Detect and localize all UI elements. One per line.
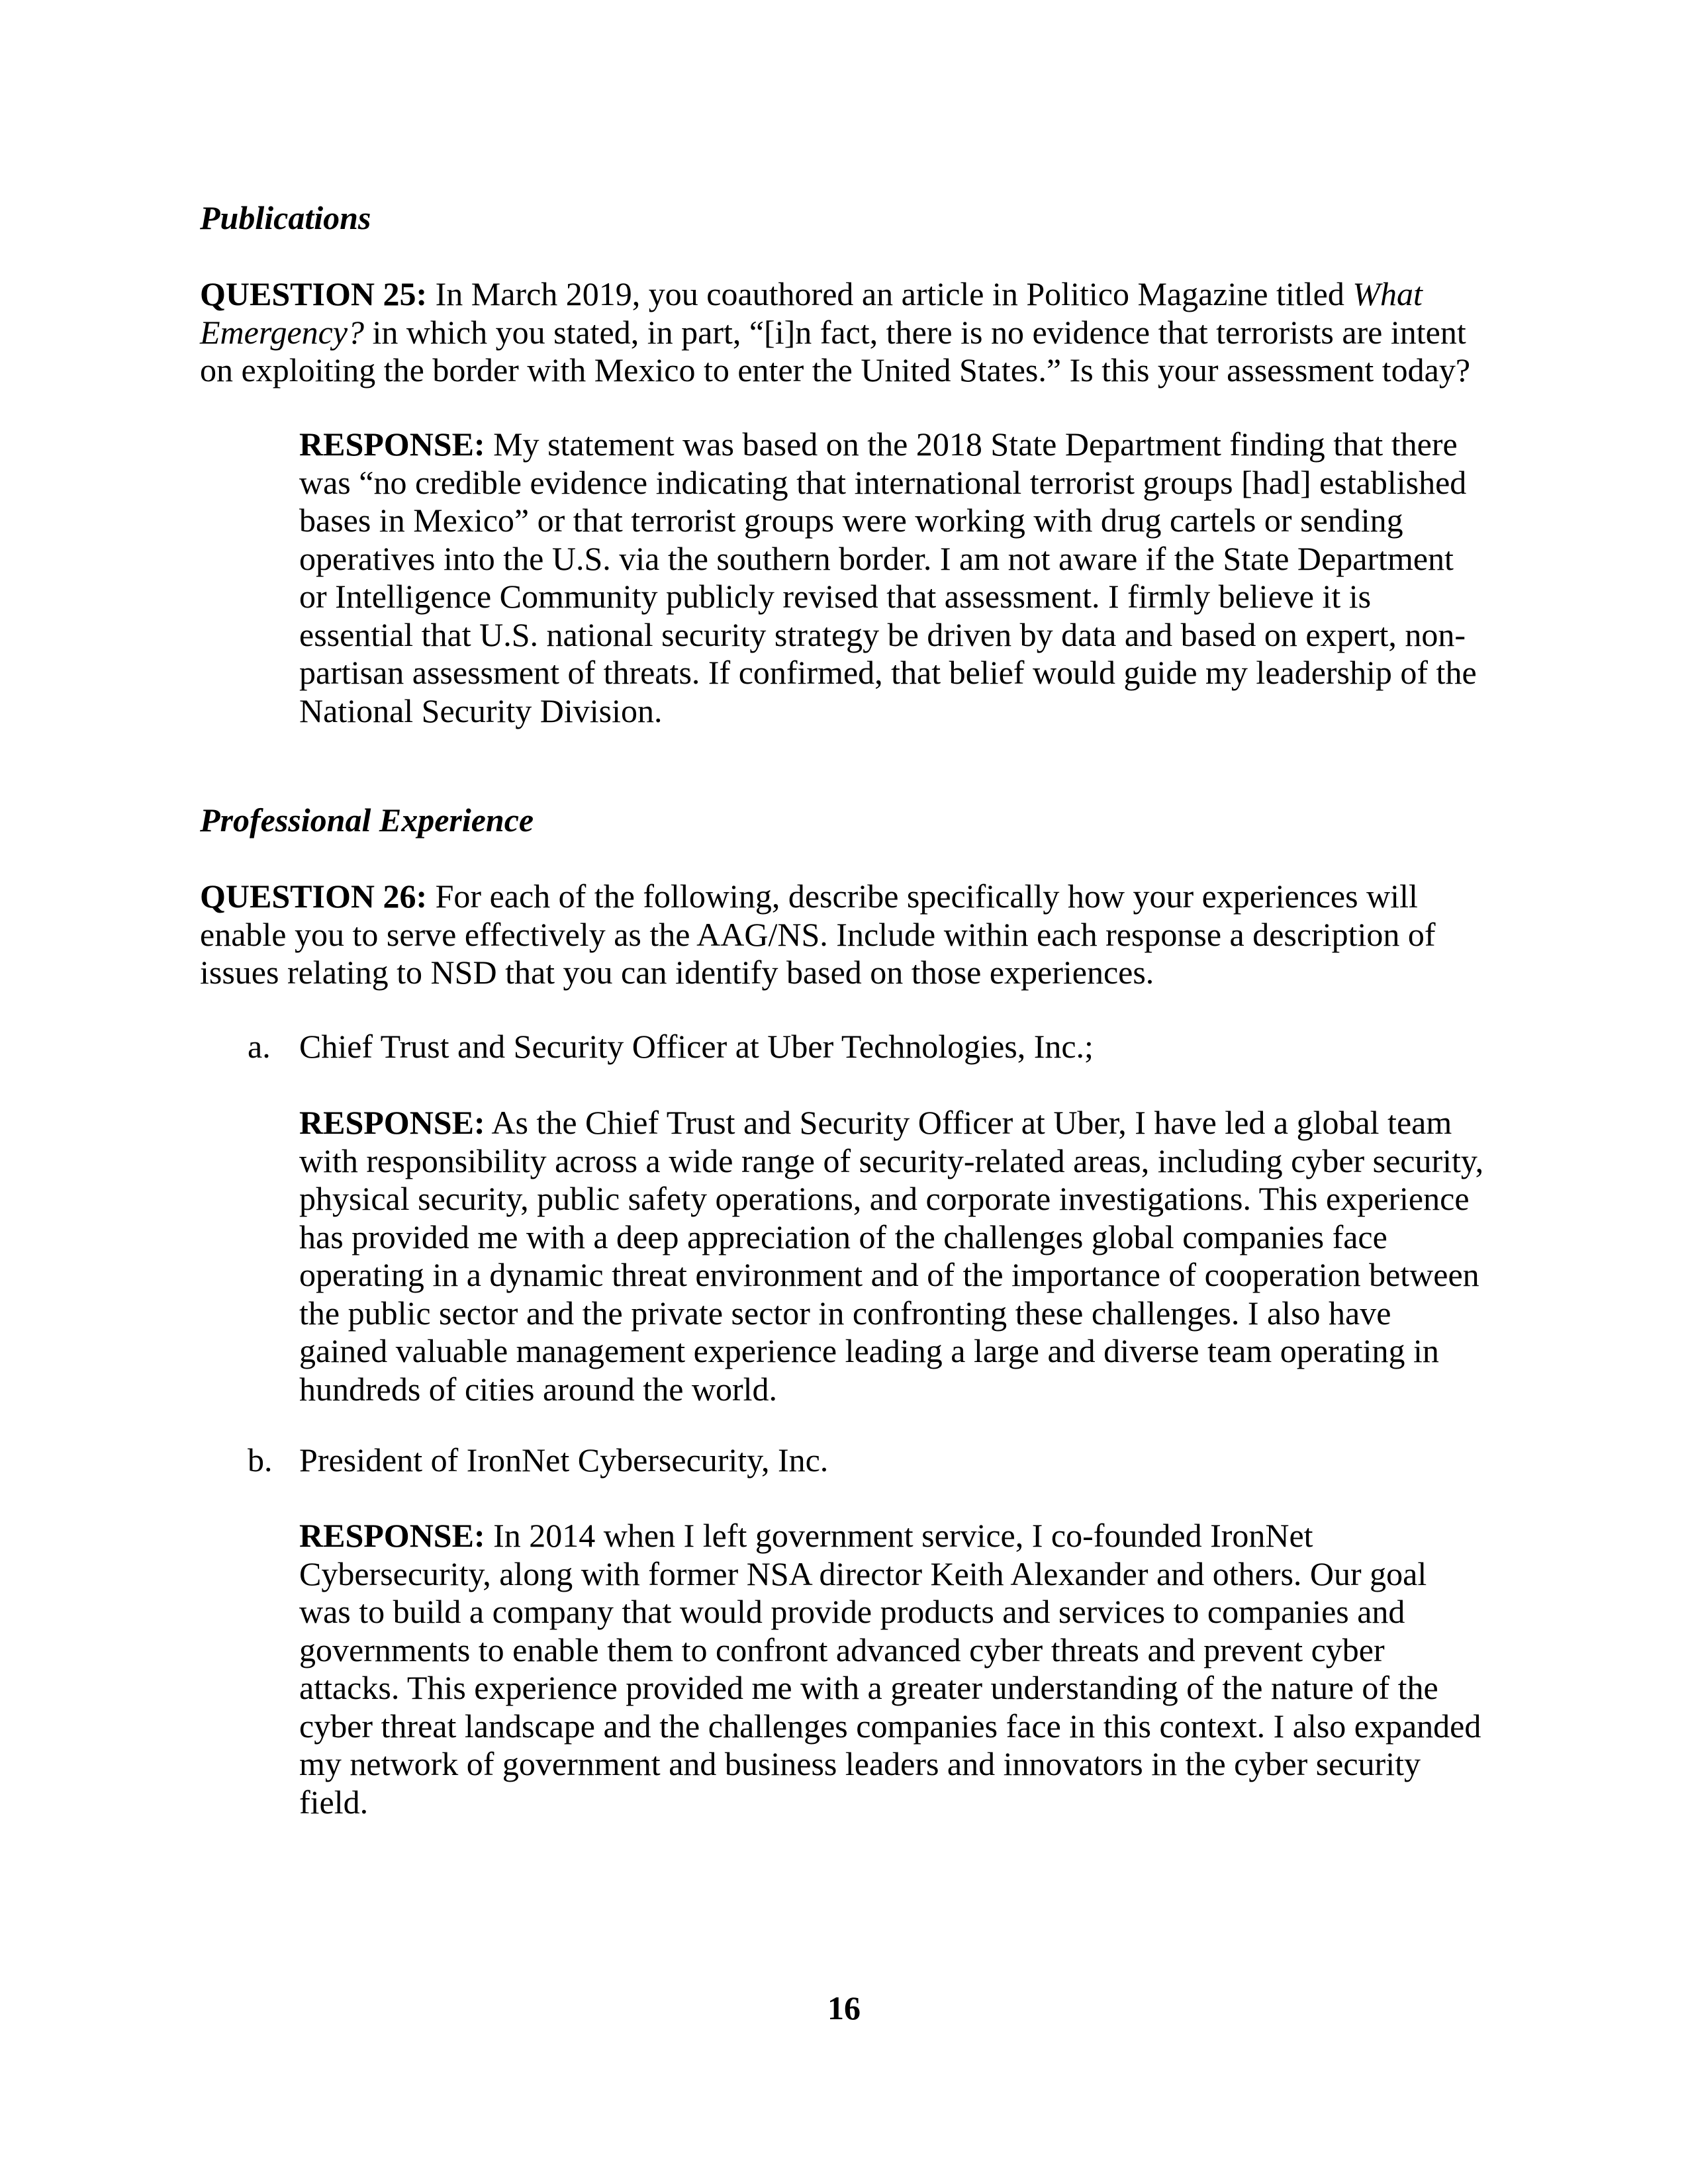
section-heading-publications — [200, 199, 371, 238]
question-text: For each of the following, describe specifically how your experiences will — [427, 878, 1418, 915]
response-text: with responsibility across a wide range of security-related areas, including cyber security, — [299, 1142, 1484, 1179]
response-text: field. — [299, 1783, 369, 1821]
item-title: President of IronNet Cybersecurity, Inc. — [299, 1441, 829, 1479]
heading-text: Professional Experience — [200, 801, 534, 839]
heading-text: Publications — [200, 199, 371, 236]
article-title: What — [1352, 275, 1423, 312]
question-text: on exploiting the border with Mexico to enter the United States.” Is this your assessment today? — [200, 351, 1471, 388]
response-text: In 2014 when I left government service, I co-founded IronNet — [485, 1517, 1313, 1554]
question-25 — [200, 275, 1470, 390]
response-text: hundreds of cities around the world. — [299, 1370, 778, 1408]
question-text: in which you stated, in part, “[i]n fact, there is no evidence that terrorists are intent — [364, 313, 1466, 351]
response-text: gained valuable management experience leading a large and diverse team operating in — [299, 1332, 1439, 1369]
response-text: My statement was based on the 2018 State Department finding that there — [485, 426, 1458, 463]
response-label: RESPONSE: — [299, 426, 485, 463]
question-label: QUESTION 26: — [200, 878, 428, 915]
question-text: In March 2019, you coauthored an article in Politico Magazine titled — [427, 275, 1353, 312]
response-text: essential that U.S. national security strategy be driven by data and based on expert, non- — [299, 615, 1466, 653]
page-number: 16 — [827, 1989, 861, 2026]
response-text: operatives into the U.S. via the southern border. I am not aware if the State Department — [299, 539, 1454, 577]
response-text: partisan assessment of threats. If confirmed, that belief would guide my leadership of the — [299, 654, 1477, 691]
response-26a — [299, 1104, 1483, 1408]
response-label: RESPONSE: — [299, 1517, 485, 1554]
response-text: operating in a dynamic threat environment and of the importance of cooperation between — [299, 1256, 1479, 1293]
question-text: issues relating to NSD that you can identify based on those experiences. — [200, 954, 1154, 991]
article-title: Emergency? — [200, 313, 365, 351]
question-text: enable you to serve effectively as the AAG/NS. Include within each response a description of — [200, 915, 1436, 953]
item-title: Chief Trust and Security Officer at Uber Technologies, Inc.; — [299, 1028, 1094, 1065]
question-label: QUESTION 25: — [200, 275, 428, 312]
response-label: RESPONSE: — [299, 1104, 485, 1141]
item-a-title — [248, 1028, 1094, 1066]
list-marker: a. — [248, 1028, 271, 1065]
response-text: governments to enable them to confront advanced cyber threats and prevent cyber — [299, 1631, 1385, 1668]
item-b-title — [248, 1441, 829, 1480]
response-26b — [299, 1517, 1481, 1821]
list-marker: b. — [248, 1441, 273, 1479]
response-text: the public sector and the private sector in confronting these challenges. I also have — [299, 1294, 1391, 1332]
section-heading-professional-experience — [200, 801, 534, 840]
response-25 — [299, 426, 1477, 730]
response-text: As the Chief Trust and Security Officer at Uber, I have led a global team — [485, 1104, 1452, 1141]
response-text: my network of government and business leaders and innovators in the cyber security — [299, 1745, 1421, 1782]
response-text: Cybersecurity, along with former NSA director Keith Alexander and others. Our goal — [299, 1555, 1427, 1592]
response-text: National Security Division. — [299, 692, 663, 729]
response-text: physical security, public safety operations, and corporate investigations. This experience — [299, 1180, 1470, 1217]
response-text: cyber threat landscape and the challenges companies face in this context. I also expanded — [299, 1707, 1481, 1745]
response-text: attacks. This experience provided me with a greater understanding of the nature of the — [299, 1669, 1438, 1706]
response-text: was “no credible evidence indicating that international terrorist groups [had] established — [299, 463, 1467, 501]
response-text: bases in Mexico” or that terrorist groups were working with drug cartels or sending — [299, 502, 1403, 539]
question-26 — [200, 878, 1436, 992]
response-text: was to build a company that would provide products and services to companies and — [299, 1593, 1405, 1630]
response-text: or Intelligence Community publicly revised that assessment. I firmly believe it is — [299, 578, 1372, 615]
response-text: has provided me with a deep appreciation of the challenges global companies face — [299, 1218, 1387, 1255]
